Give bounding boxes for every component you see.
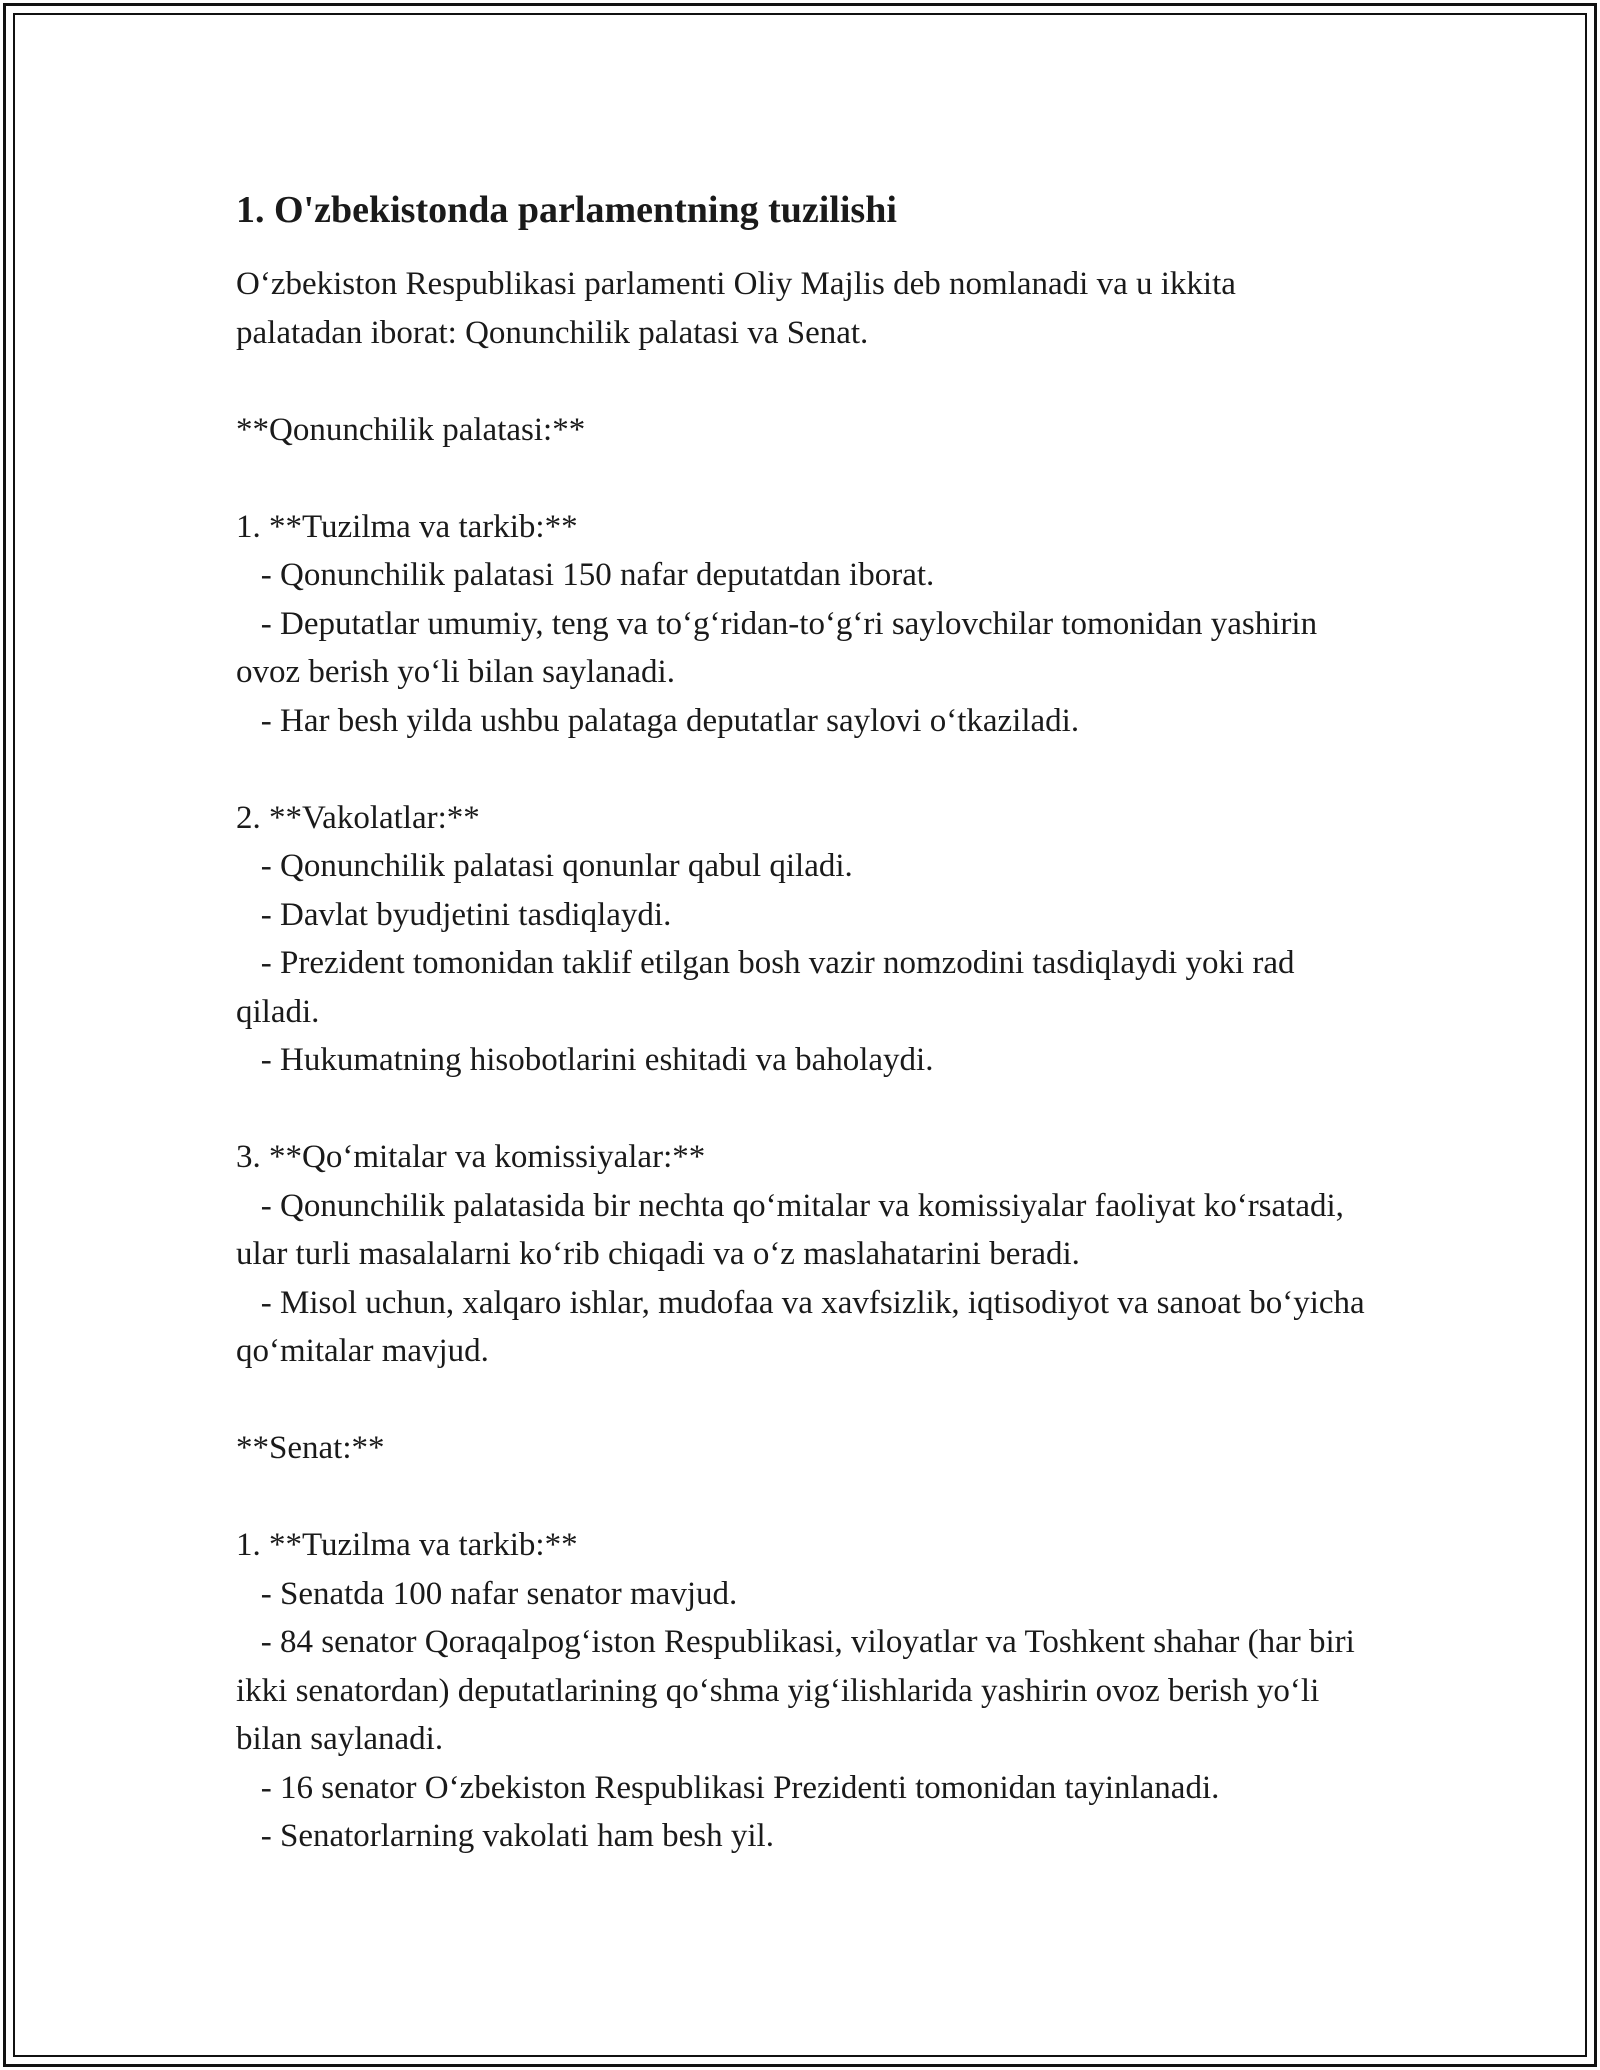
document-heading: 1. O'zbekistonda parlamentning tuzilishi (236, 189, 897, 231)
document-content (236, 186, 1366, 1861)
document-body: O‘zbekiston Respublikasi parlamenti Oliy Majlis deb nomlanadi va u ikkita palatadan iborat: Qonunchilik palatasi va Senat. **Qonunchilik palatasi:** 1. **Tuzilma va tarkib:** - Qonunchilik palatasi 150 nafar deputatdan iborat. - Deputatlar umumiy, teng va to‘g‘ridan-to‘g‘ri saylovchilar tomonidan yashirin ovoz berish yo‘li bilan saylanadi. - Har besh yilda ushbu palataga deputatlar saylovi o‘tkaziladi. 2. **Vakolatlar:** - Qonunchilik palatasi qonunlar qabul qiladi. - Davlat byudjetini tasdiqlaydi. - Prezident tomonidan taklif etilgan bosh vazir nomzodini tasdiqlaydi yoki rad qiladi. - Hukumatning hisobotlarini eshitadi va baholaydi. 3. **Qo‘mitalar va komissiyalar:** - Qonunchilik palatasida bir nechta qo‘mitalar va komissiyalar faoliyat ko‘rsatadi, ular turli masalalarni ko‘rib chiqadi va o‘z maslahatarini beradi. - Misol uchun, xalqaro ishlar, mudofaa va xavfsizlik, iqtisodiyot va sanoat bo‘yicha qo‘mitalar mavjud. **Senat:** 1. **Tuzilma va tarkib:** - Senatda 100 nafar senator mavjud. - 84 senator Qoraqalpog‘iston Respublikasi, viloyatlar va Toshkent shahar (har biri ikki senatordan) deputatlarining qo‘shma yig‘ilishlarida yashirin ovoz berish yo‘li bilan saylanadi. - 16 senator O‘zbekiston Respublikasi Prezidenti tomonidan tayinlanadi. - Senatorlarning vakolati ham besh yil. (236, 266, 1365, 1854)
